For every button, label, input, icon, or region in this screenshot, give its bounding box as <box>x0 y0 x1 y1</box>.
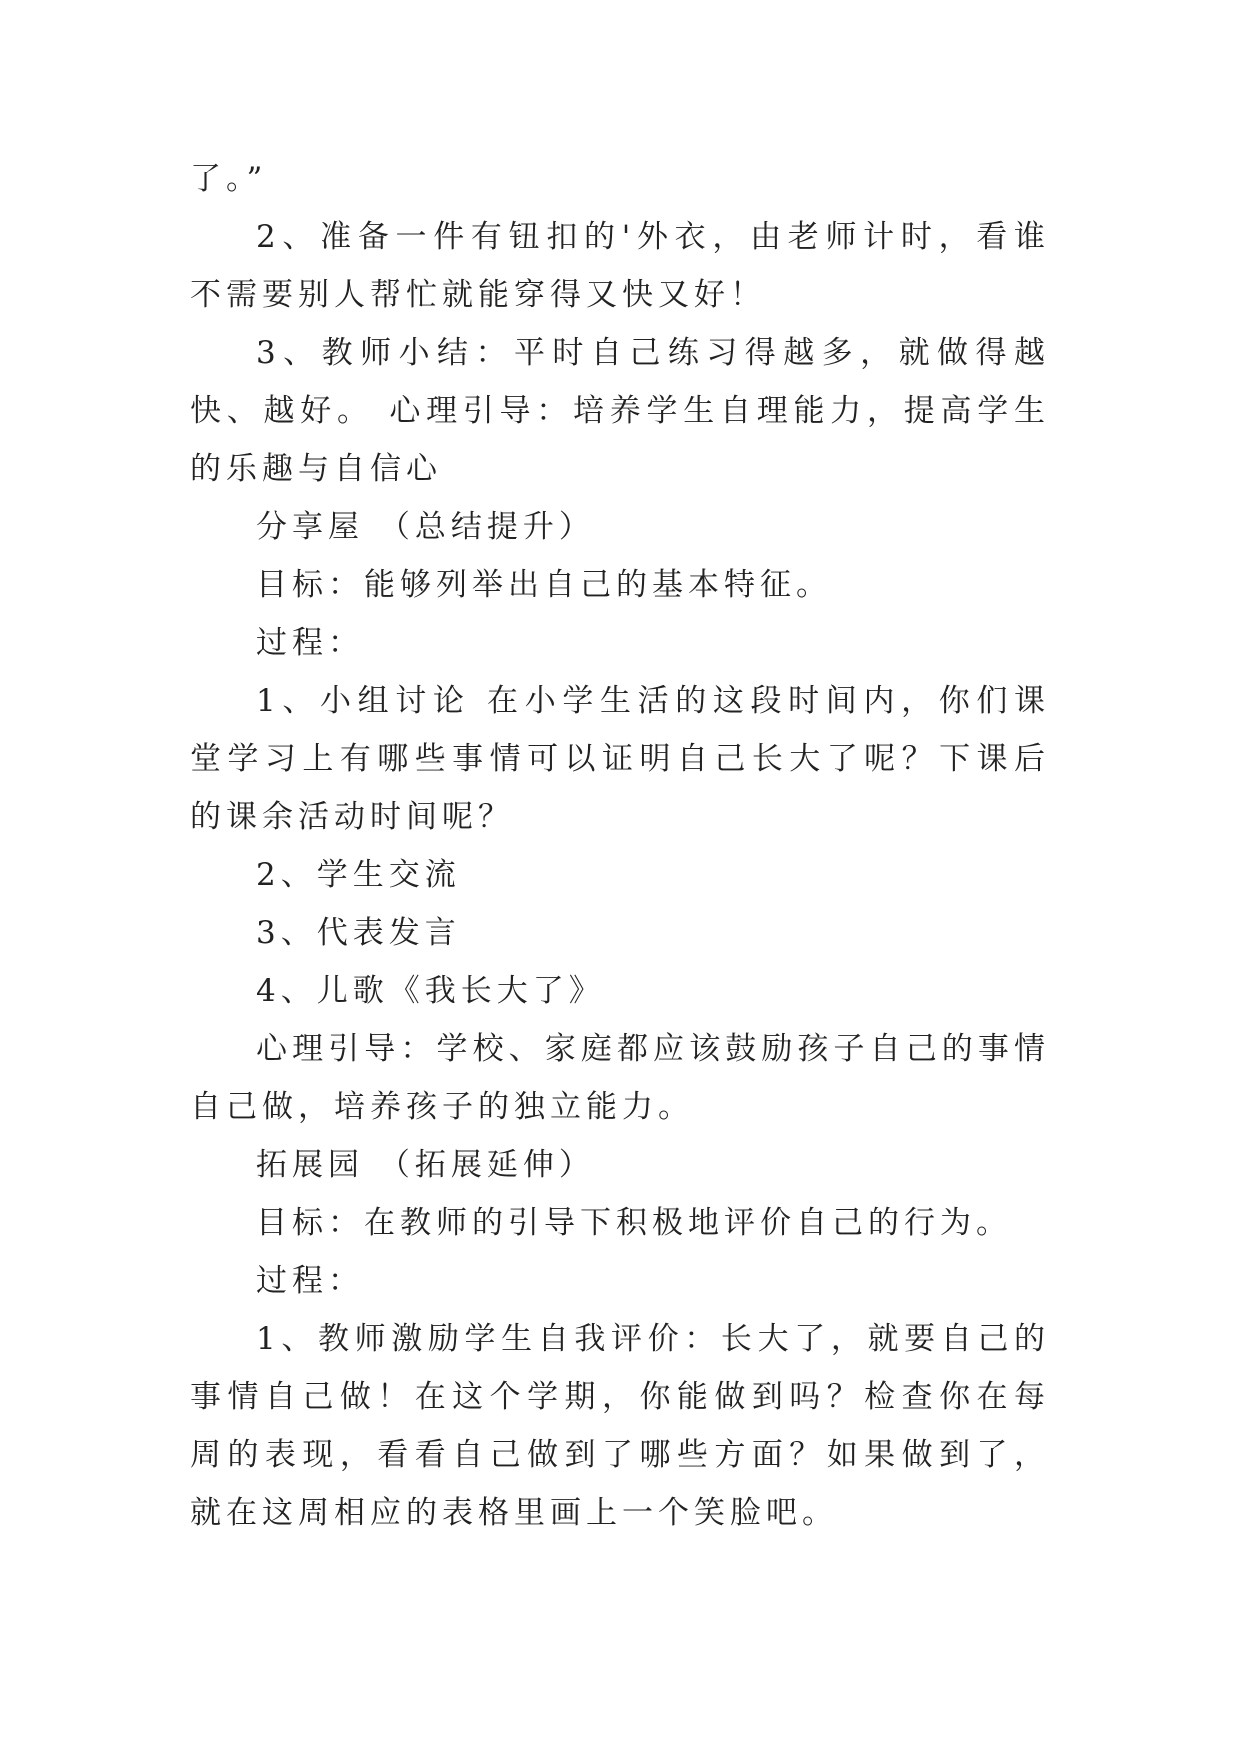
section-heading-sharing: 分享屋 （总结提升） <box>256 509 595 545</box>
paragraph-goal: 目标：能够列举出自己的基本特征。 <box>256 567 832 603</box>
paragraph-step-1-self-evaluation: 1、教师激励学生自我评价：长大了，就要自己的事情自己做！在这个学期，你能做到吗？检查你在每周的表现，看看自己做到了哪些方面？如果做到了，就在这周相应的表格里画上一个笑脸吧。 <box>190 1321 1050 1531</box>
paragraph-step-2: 2、准备一件有钮扣的'外衣，由老师计时，看谁不需要别人帮忙就能穿得又快又好！ <box>190 219 1050 313</box>
paragraph-process-label: 过程： <box>256 625 364 661</box>
paragraph-goal-2: 目标：在教师的引导下积极地评价自己的行为。 <box>256 1205 1012 1241</box>
document-body <box>190 150 1050 1542</box>
paragraph-continuation: 了。” <box>190 161 268 197</box>
paragraph-step-3-summary: 3、教师小结：平时自己练习得越多，就做得越快、越好。 心理引导：培养学生自理能力，提高学生的乐趣与自信心 <box>190 335 1050 487</box>
paragraph-step-2-exchange: 2、学生交流 <box>256 857 461 893</box>
section-heading-extension: 拓展园 （拓展延伸） <box>256 1147 595 1183</box>
paragraph-step-4-song: 4、儿歌《我长大了》 <box>256 973 605 1009</box>
paragraph-psych-guidance: 心理引导：学校、家庭都应该鼓励孩子自己的事情自己做，培养孩子的独立能力。 <box>190 1031 1050 1125</box>
paragraph-process-label-2: 过程： <box>256 1263 364 1299</box>
paragraph-step-1-discussion: 1、小组讨论 在小学生活的这段时间内，你们课堂学习上有哪些事情可以证明自己长大了呢？下课后的课余活动时间呢？ <box>190 683 1050 835</box>
paragraph-step-3-speech: 3、代表发言 <box>256 915 461 951</box>
